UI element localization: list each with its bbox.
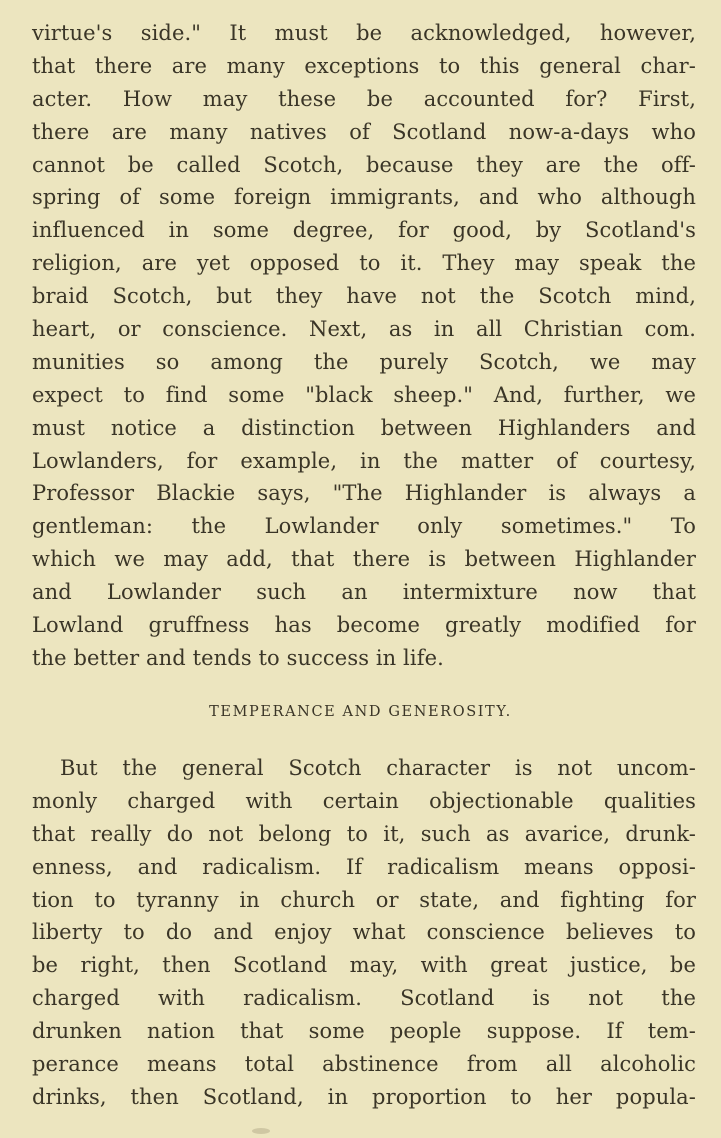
text-line: monly charged with certain objectionable qualities bbox=[32, 788, 696, 813]
text-line: enness, and radicalism. If radicalism means opposi- bbox=[32, 854, 696, 879]
text-line: must notice a distinction between Highlanders and bbox=[32, 415, 696, 440]
text-line: that there are many exceptions to this general char- bbox=[32, 53, 696, 78]
text-line: that really do not belong to it, such as avarice, drunk- bbox=[32, 821, 696, 846]
text-line: cannot be called Scotch, because they are the off- bbox=[32, 152, 696, 177]
text-line: perance means total abstinence from all alcoholic bbox=[32, 1052, 696, 1077]
text-line: expect to find some "black sheep." And, further, we bbox=[32, 382, 696, 407]
text-line: munities so among the purely Scotch, we may bbox=[32, 349, 696, 374]
text-line: braid Scotch, but they have not the Scotch mind, bbox=[32, 284, 696, 309]
text-line: spring of some foreign immigrants, and who although bbox=[32, 185, 696, 210]
text-line: gentleman: the Lowlander only sometimes." To bbox=[32, 514, 696, 539]
text-line: Lowland gruffness has become greatly modified for bbox=[32, 613, 696, 638]
text-line: be right, then Scotland may, with great justice, be bbox=[32, 953, 696, 978]
text-line: heart, or conscience. Next, as in all Christian com. bbox=[32, 317, 696, 342]
text-line: influenced in some degree, for good, by Scotland's bbox=[32, 218, 696, 243]
text-line: virtue's side." It must be acknowledged, however, bbox=[32, 21, 696, 45]
text-line: Lowlanders, for example, in the matter of courtesy, bbox=[32, 448, 696, 473]
text-line: But the general Scotch character is not uncom- bbox=[60, 756, 696, 780]
text-line: acter. How may these be accounted for? First, bbox=[32, 86, 696, 111]
paragraph-virtues-side bbox=[32, 17, 696, 675]
paragraph-temperance bbox=[32, 752, 696, 1114]
text-line: charged with radicalism. Scotland is not the bbox=[32, 986, 696, 1011]
text-line: liberty to do and enjoy what conscience believes to bbox=[32, 920, 696, 945]
text-line: the better and tends to success in life. bbox=[32, 645, 444, 670]
text-line: and Lowlander such an intermixture now that bbox=[32, 580, 696, 605]
text-line: tion to tyranny in church or state, and fighting for bbox=[32, 887, 696, 912]
ink-smudge bbox=[252, 1128, 270, 1134]
section-heading: TEMPERANCE AND GENEROSITY. bbox=[209, 704, 512, 720]
text-line: Professor Blackie says, "The Highlander is always a bbox=[32, 481, 696, 506]
text-line: there are many natives of Scotland now-a-days who bbox=[32, 119, 696, 144]
text-line: drinks, then Scotland, in proportion to her popula- bbox=[32, 1084, 696, 1109]
text-line: religion, are yet opposed to it. They may speak the bbox=[32, 251, 696, 276]
text-line: which we may add, that there is between Highlander bbox=[32, 547, 696, 572]
text-line: drunken nation that some people suppose. If tem- bbox=[32, 1019, 696, 1044]
